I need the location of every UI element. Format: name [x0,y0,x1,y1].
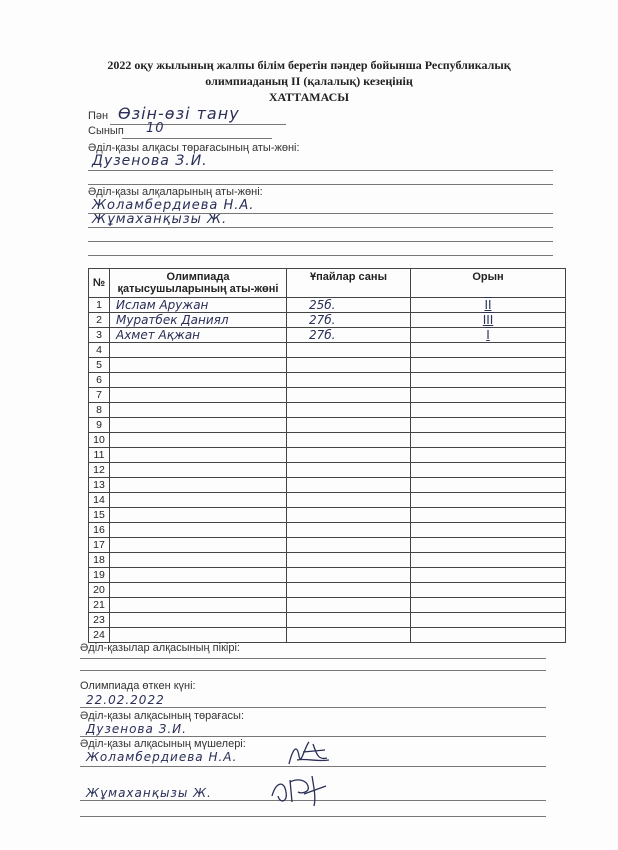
participant-name-cell [110,598,287,613]
participant-score-cell [287,538,411,553]
table-row [89,568,566,583]
opinion-line-1 [80,658,546,659]
olympiad-date-value: 22.02.2022 [86,693,165,707]
participant-place-cell [411,298,566,313]
participant-score-cell [287,298,411,313]
participant-name-cell [110,343,287,358]
jury-chair-label: Әділ-қазы алқасы төрағасының аты-жөні: [88,142,300,154]
participant-score [287,568,309,582]
participant-score-cell [287,553,411,568]
participant-name-cell [110,523,287,538]
participant-name-cell [110,583,287,598]
row-number-cell [89,508,110,523]
grade-label: Сынып [88,125,124,137]
row-number: 10 [93,434,105,446]
table-body [89,298,566,643]
participant-name [110,463,116,477]
participant-name-cell [110,373,287,388]
participant-score-cell [287,343,411,358]
col-name-header [110,269,287,298]
members-line-3 [88,241,553,242]
participant-name-cell [110,403,287,418]
participant-name [110,478,116,492]
row-number-cell [89,418,110,433]
participant-name-cell [110,388,287,403]
participant-name [110,373,116,387]
subject-underline [110,124,286,125]
table-row [89,373,566,388]
participant-score [287,403,309,417]
participant-place-cell [411,403,566,418]
participant-name [110,343,116,357]
participant-name: Муратбек Даниял [116,313,229,327]
participant-name [110,598,116,612]
grade-value: 10 [146,121,165,136]
participant-name [110,568,116,582]
col-number-header: № [89,269,110,298]
participant-score: 27б. [309,313,336,327]
participant-score [287,478,309,492]
participant-name [110,448,116,462]
chair-line-1 [88,170,553,171]
row-number: 2 [96,314,102,326]
row-number-cell [89,313,110,328]
jury-members-label: Әділ-қазы алқаларының аты-жөні: [88,186,263,198]
participant-name [110,523,116,537]
participant-place-cell [411,373,566,388]
row-number-cell [89,568,110,583]
participant-score-cell [287,358,411,373]
participant-name-cell [110,418,287,433]
participant-score [287,388,309,402]
table-row [89,298,566,313]
row-number-cell [89,493,110,508]
participant-place-cell [411,313,566,328]
col-place-header: Орын [411,269,566,298]
participant-score [287,493,309,507]
participant-score [287,523,309,537]
signature-member-2 [268,772,330,810]
row-number: 13 [93,479,105,491]
row-number: 8 [96,404,102,416]
row-number-cell [89,538,110,553]
participant-place-cell [411,478,566,493]
row-number-cell [89,448,110,463]
footer-member-2: Жұмаханқызы Ж. [86,786,212,800]
participant-score [287,613,309,627]
participant-name [110,508,116,522]
members-line-1 [88,213,553,214]
participant-name [110,403,116,417]
table-row [89,313,566,328]
participant-place-cell [411,463,566,478]
row-number: 19 [93,569,105,581]
participant-name-cell [110,568,287,583]
participant-score-cell [287,583,411,598]
footer-line-last [80,816,546,817]
subject-label: Пән [88,110,109,122]
col-score-header: Ұпайлар саны [287,269,411,298]
participant-score-cell [287,373,411,388]
row-number: 9 [96,419,102,431]
participant-name-cell [110,553,287,568]
row-number-cell [89,373,110,388]
row-number: 17 [93,539,105,551]
table-row [89,553,566,568]
participant-name-cell [110,448,287,463]
participant-score [287,373,309,387]
date-line [80,707,546,708]
table-header-row [89,269,566,298]
row-number-cell [89,628,110,643]
row-number-cell [89,598,110,613]
participant-name [110,583,116,597]
row-number: 5 [96,359,102,371]
participant-score-cell [287,523,411,538]
participant-score-cell [287,418,411,433]
participant-name-cell [110,298,287,313]
participant-place-cell [411,358,566,373]
row-number-cell [89,553,110,568]
table-row [89,463,566,478]
row-number: 24 [93,629,105,641]
row-number-cell [89,463,110,478]
footer-member-1: Жоламбердиева Н.А. [86,750,238,764]
chair-sign-line [80,736,546,737]
table-row [89,433,566,448]
participant-score-cell [287,613,411,628]
row-number: 21 [93,599,105,611]
participant-score-cell [287,388,411,403]
table-row [89,343,566,358]
participant-place-cell [411,328,566,343]
participant-score-cell [287,328,411,343]
row-number: 6 [96,374,102,386]
participant-name [110,358,116,372]
participant-name [110,433,116,447]
participant-place-cell [411,418,566,433]
participant-score-cell [287,598,411,613]
participant-score [287,343,309,357]
participant-place-cell [411,343,566,358]
protocol-title-line2: олимпиаданың II (қалалық) кезеңінің [205,74,413,88]
participant-place: I [486,328,490,342]
col-name-header-line2: қатысушыларының аты-жөні [117,283,279,295]
participant-place: III [482,313,494,327]
participant-name [110,493,116,507]
row-number-cell [89,478,110,493]
participant-place-cell [411,523,566,538]
participant-name-cell [110,358,287,373]
participant-score [287,538,309,552]
participant-name-cell [110,313,287,328]
participant-score-cell [287,448,411,463]
jury-member-1: Жоламбердиева Н.А. [92,198,255,213]
row-number: 20 [93,584,105,596]
participant-score [287,598,309,612]
participant-score [287,433,309,447]
protocol-title-line1: 2022 оқу жылының жалпы білім беретін пәндер бойынша Республикалық [107,58,511,72]
participant-place-cell [411,553,566,568]
signature-member-1 [283,738,333,770]
participant-score-cell [287,508,411,523]
table-row [89,448,566,463]
opinion-line-2 [80,670,546,671]
table-row [89,328,566,343]
table-row [89,523,566,538]
participant-score-cell [287,478,411,493]
row-number-cell [89,343,110,358]
participant-score [287,508,309,522]
table-row [89,478,566,493]
row-number: 1 [96,299,102,311]
jury-chair-value: Дузенова З.И. [92,153,208,169]
subject-value: Өзін-өзі тану [118,104,240,123]
chair-line-2 [88,184,553,185]
jury-member-2: Жұмаханқызы Ж. [92,212,228,227]
participant-place-cell [411,538,566,553]
table-row [89,598,566,613]
participant-score [287,448,309,462]
table-row [89,538,566,553]
participant-name-cell [110,493,287,508]
participant-name-cell [110,613,287,628]
participant-name-cell [110,628,287,643]
participant-name [110,388,116,402]
participant-name [110,418,116,432]
participant-score [287,583,309,597]
participant-name: Ахмет Ақжан [116,328,201,342]
footer-members-label: Әділ-қазы алқасының мүшелері: [80,738,246,750]
participant-score-cell [287,493,411,508]
row-number-cell [89,433,110,448]
jury-opinion-label: Әділ-қазылар алқасының пікірі: [80,642,240,654]
table-row [89,613,566,628]
row-number-cell [89,523,110,538]
participant-place-cell [411,508,566,523]
participant-name-cell [110,463,287,478]
table-row [89,403,566,418]
row-number: 11 [93,449,105,461]
participant-name [110,613,116,627]
participant-score-cell [287,463,411,478]
participant-place-cell [411,598,566,613]
participant-place-cell [411,493,566,508]
row-number: 14 [93,494,105,506]
col-name-header-line1: Олимпиада [166,271,230,283]
results-table [88,268,566,643]
row-number: 23 [93,614,105,626]
participant-place-cell [411,568,566,583]
table-row [89,628,566,643]
participant-name [110,628,116,642]
participant-score-cell [287,628,411,643]
row-number: 18 [93,554,105,566]
participant-place: II [484,298,492,312]
table-row [89,493,566,508]
footer-chair-value: Дузенова З.И. [86,722,187,736]
row-number: 12 [93,464,105,476]
participant-place-cell [411,448,566,463]
row-number-cell [89,388,110,403]
protocol-title-line3: ХАТТАМАСЫ [268,90,350,104]
footer-chair-label: Әділ-қазы алқасының төрағасы: [80,710,245,722]
participant-score [287,358,309,372]
participant-name-cell [110,478,287,493]
members-line-4 [88,255,553,256]
participant-place-cell [411,613,566,628]
row-number: 3 [96,329,102,341]
row-number: 16 [93,524,105,536]
table-row [89,358,566,373]
participant-name-cell [110,508,287,523]
participant-score [287,628,309,642]
olympiad-date-label: Олимпиада өткен күні: [80,680,196,692]
participant-score: 27б. [309,328,336,342]
row-number-cell [89,358,110,373]
participant-name [110,553,116,567]
row-number: 4 [96,344,102,356]
row-number-cell [89,298,110,313]
table-row [89,508,566,523]
participant-place-cell [411,388,566,403]
participant-score-cell [287,433,411,448]
members-line-2 [88,227,553,228]
participant-score-cell [287,403,411,418]
participant-name-cell [110,433,287,448]
row-number-cell [89,328,110,343]
row-number: 15 [93,509,105,521]
table-row [89,388,566,403]
participant-name: Ислам Аружан [116,298,209,312]
participant-score-cell [287,313,411,328]
row-number-cell [89,403,110,418]
table-row [89,418,566,433]
participant-score: 25б. [309,298,336,312]
row-number: 7 [96,389,102,401]
participant-name-cell [110,328,287,343]
participant-name [110,538,116,552]
grade-underline [122,138,272,139]
participant-score [287,553,309,567]
table-row [89,583,566,598]
participant-place-cell [411,583,566,598]
row-number-cell [89,613,110,628]
participant-name-cell [110,538,287,553]
row-number-cell [89,583,110,598]
participant-place-cell [411,433,566,448]
participant-score-cell [287,568,411,583]
participant-score [287,418,309,432]
participant-place-cell [411,628,566,643]
participant-score [287,463,309,477]
